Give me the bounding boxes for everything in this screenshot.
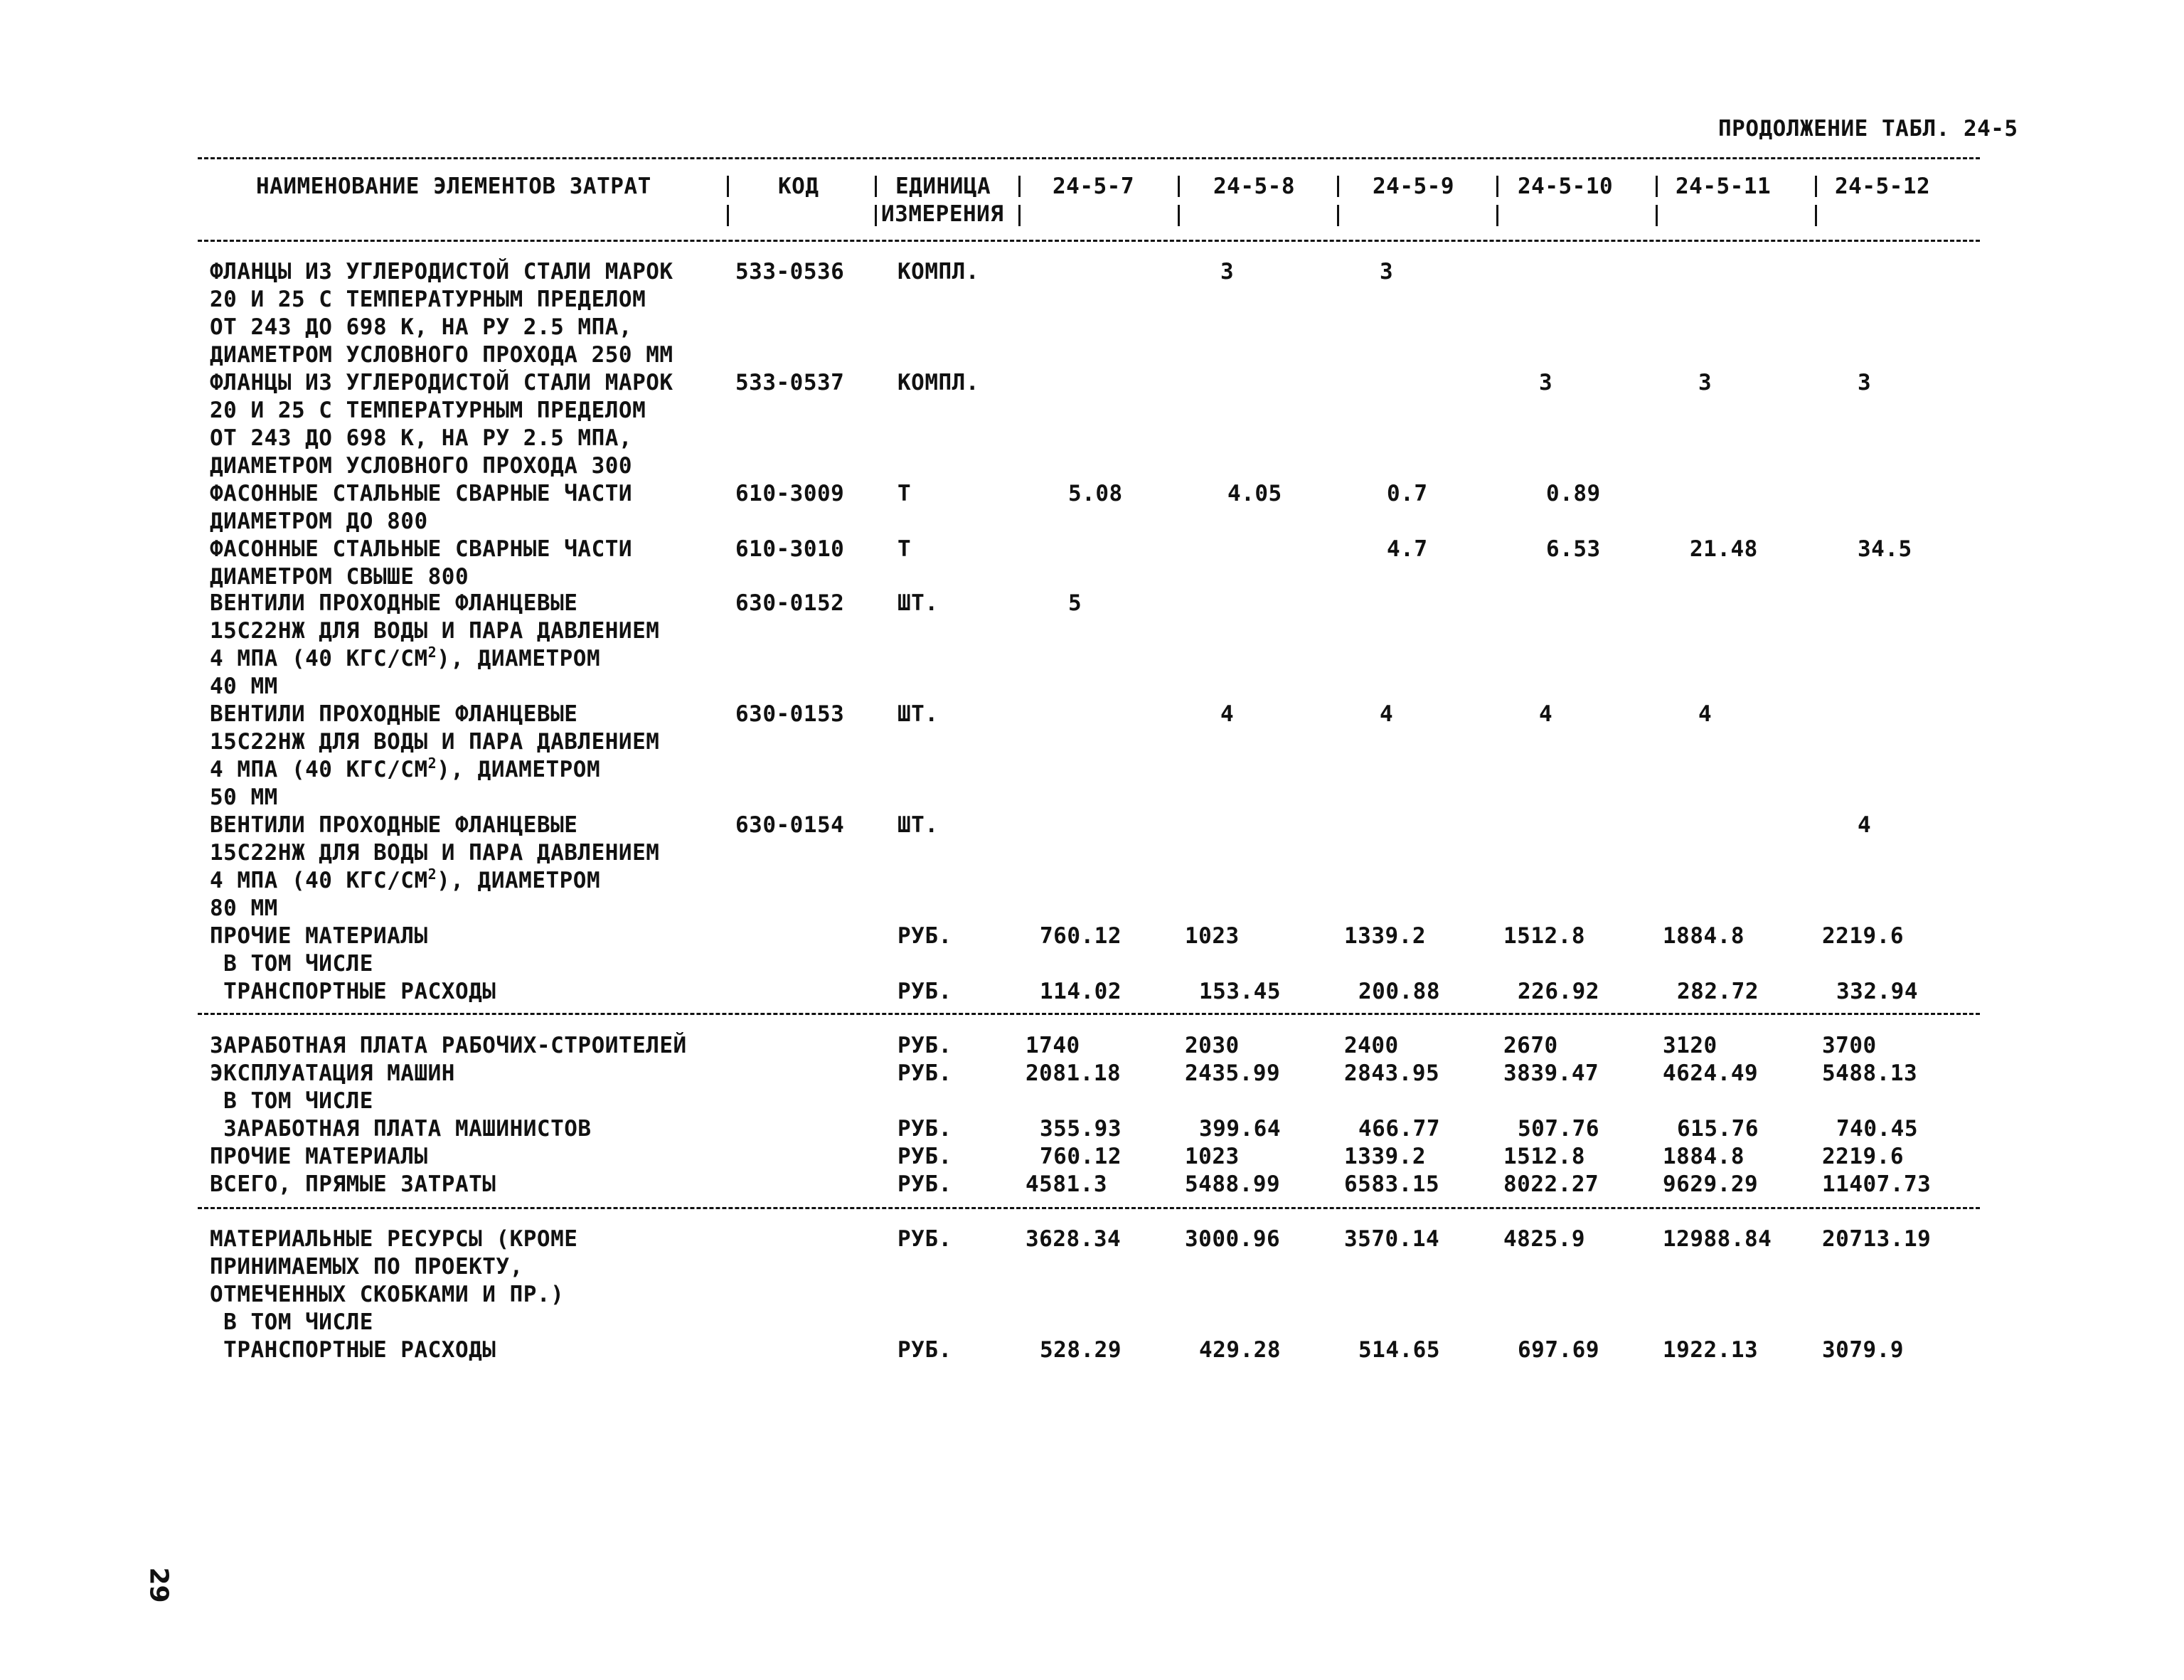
material-name-line: ФАСОННЫЕ СТАЛЬНЫЕ СВАРНЫЕ ЧАСТИ	[210, 481, 633, 506]
col-header-24-5-11: 24-5-11	[1676, 174, 1772, 199]
value-24-5-11: 4624.49	[1663, 1060, 1759, 1086]
material-code: 533-0536	[735, 259, 845, 285]
material-name-line: ВЕНТИЛИ ПРОХОДНЫЕ ФЛАНЦЕВЫЕ	[210, 590, 578, 616]
value-24-5-8: 399.64	[1199, 1116, 1281, 1142]
col-header-24-5-10: 24-5-10	[1518, 174, 1614, 199]
value-24-5-10: 507.76	[1518, 1116, 1599, 1142]
value-24-5-8: 2435.99	[1185, 1060, 1281, 1086]
header-separator	[1815, 205, 1817, 226]
value-24-5-7: 5	[1068, 590, 1082, 616]
value-24-5-9: 4.7	[1387, 536, 1428, 562]
material-unit: Т	[897, 536, 912, 562]
header-separator	[1178, 176, 1180, 197]
header-separator	[1337, 176, 1339, 197]
value-24-5-11: 21.48	[1690, 536, 1758, 562]
material-unit: ШТ.	[897, 590, 939, 616]
material-code: 630-0153	[735, 701, 845, 727]
summary-unit: РУБ.	[897, 1116, 952, 1142]
value-24-5-10: 3839.47	[1503, 1060, 1599, 1086]
section-rule	[198, 1207, 1980, 1209]
value-24-5-12: 4	[1858, 812, 1872, 838]
value-24-5-9: 4	[1380, 701, 1394, 727]
value-24-5-9: 2843.95	[1344, 1060, 1440, 1086]
value-24-5-8: 1023	[1185, 1144, 1240, 1169]
value-24-5-11: 3	[1698, 370, 1712, 395]
value-24-5-8: 4.05	[1227, 481, 1282, 506]
resources-name: ТРАНСПОРТНЫЕ РАСХОДЫ	[210, 1337, 496, 1363]
material-name-line: 15С22НЖ ДЛЯ ВОДЫ И ПАРА ДАВЛЕНИЕМ	[210, 840, 660, 866]
value-24-5-10: 3	[1539, 370, 1553, 395]
material-unit: КОМПЛ.	[897, 259, 979, 285]
material-name-line: ПРОЧИЕ МАТЕРИАЛЫ	[210, 923, 428, 949]
value-24-5-7: 4581.3	[1026, 1171, 1107, 1197]
value-24-5-10: 8022.27	[1503, 1171, 1599, 1197]
header-separator	[1496, 176, 1498, 197]
value-24-5-9: 3	[1380, 259, 1394, 285]
value-24-5-9: 466.77	[1358, 1116, 1440, 1142]
value-24-5-12: 3700	[1822, 1033, 1877, 1058]
value-24-5-10: 1512.8	[1503, 923, 1585, 949]
value-24-5-12: 2219.6	[1822, 1144, 1904, 1169]
material-name-line: 4 МПА (40 КГС/$СМ^2$), ДИАМЕТРОМ	[210, 644, 601, 671]
header-separator	[875, 205, 877, 226]
summary-name: ЭКСПЛУАТАЦИЯ МАШИН	[210, 1060, 455, 1086]
value-24-5-8: 429.28	[1199, 1337, 1281, 1363]
summary-name: ЗАРАБОТНАЯ ПЛАТА МАШИНИСТОВ	[210, 1116, 592, 1142]
material-name-line: 20 И 25 С ТЕМПЕРАТУРНЫМ ПРЕДЕЛОМ	[210, 398, 646, 423]
value-24-5-10: 4825.9	[1503, 1226, 1585, 1252]
material-name-line: 80 ММ	[210, 895, 278, 921]
material-name-line: 20 И 25 С ТЕМПЕРАТУРНЫМ ПРЕДЕЛОМ	[210, 287, 646, 312]
material-name-line: ФАСОННЫЕ СТАЛЬНЫЕ СВАРНЫЕ ЧАСТИ	[210, 536, 633, 562]
summary-name: В ТОМ ЧИСЛЕ	[210, 1088, 373, 1114]
header-separator	[1496, 205, 1498, 226]
value-24-5-11: 9629.29	[1663, 1171, 1759, 1197]
material-name-line: ДИАМЕТРОМ УСЛОВНОГО ПРОХОДА 250 ММ	[210, 342, 673, 368]
value-24-5-7: 528.29	[1040, 1337, 1122, 1363]
resources-unit: РУБ.	[897, 1337, 952, 1363]
material-name-line: 15С22НЖ ДЛЯ ВОДЫ И ПАРА ДАВЛЕНИЕМ	[210, 729, 660, 755]
value-24-5-7: 355.93	[1040, 1116, 1122, 1142]
material-name-line: 4 МПА (40 КГС/$СМ^2$), ДИАМЕТРОМ	[210, 755, 601, 782]
value-24-5-11: 1884.8	[1663, 1144, 1744, 1169]
summary-name: ЗАРАБОТНАЯ ПЛАТА РАБОЧИХ-СТРОИТЕЛЕЙ	[210, 1033, 687, 1058]
value-24-5-10: 1512.8	[1503, 1144, 1585, 1169]
value-24-5-8: 3	[1220, 259, 1235, 285]
material-unit: РУБ.	[897, 923, 952, 949]
resources-name: МАТЕРИАЛЬНЫЕ РЕСУРСЫ (КРОМЕ	[210, 1226, 578, 1252]
header-separator	[727, 176, 729, 197]
col-header-unit-line2: ИЗМЕРЕНИЯ	[881, 201, 1004, 227]
page-number: 29	[144, 1567, 174, 1603]
material-name-line: ВЕНТИЛИ ПРОХОДНЫЕ ФЛАНЦЕВЫЕ	[210, 812, 578, 838]
value-24-5-9: 200.88	[1358, 979, 1440, 1004]
material-code: 533-0537	[735, 370, 845, 395]
material-code: 610-3009	[735, 481, 845, 506]
value-24-5-12: 740.45	[1836, 1116, 1918, 1142]
value-24-5-12: 3079.9	[1822, 1337, 1904, 1363]
value-24-5-7: 114.02	[1040, 979, 1122, 1004]
material-unit: Т	[897, 481, 912, 506]
material-name-line: В ТОМ ЧИСЛЕ	[210, 951, 373, 977]
value-24-5-8: 1023	[1185, 923, 1240, 949]
resources-unit: РУБ.	[897, 1226, 952, 1252]
col-header-24-5-8: 24-5-8	[1213, 174, 1295, 199]
material-name-line: 4 МПА (40 КГС/$СМ^2$), ДИАМЕТРОМ	[210, 866, 601, 893]
header-separator	[1018, 205, 1021, 226]
material-name-line: 15С22НЖ ДЛЯ ВОДЫ И ПАРА ДАВЛЕНИЕМ	[210, 618, 660, 644]
material-name-line: ФЛАНЦЫ ИЗ УГЛЕРОДИСТОЙ СТАЛИ МАРОК	[210, 259, 673, 285]
value-24-5-8: 2030	[1185, 1033, 1240, 1058]
header-separator	[727, 205, 729, 226]
value-24-5-7: 5.08	[1068, 481, 1123, 506]
header-separator	[875, 176, 877, 197]
value-24-5-12: 2219.6	[1822, 923, 1904, 949]
material-unit: ШТ.	[897, 812, 939, 838]
value-24-5-10: 6.53	[1546, 536, 1601, 562]
value-24-5-11: 12988.84	[1663, 1226, 1772, 1252]
material-unit: РУБ.	[897, 979, 952, 1004]
value-24-5-7: 3628.34	[1026, 1226, 1122, 1252]
material-name-line: ДИАМЕТРОМ УСЛОВНОГО ПРОХОДА 300	[210, 453, 633, 479]
material-name-line: ТРАНСПОРТНЫЕ РАСХОДЫ	[210, 979, 496, 1004]
col-header-name: НАИМЕНОВАНИЕ ЭЛЕМЕНТОВ ЗАТРАТ	[256, 174, 651, 199]
value-24-5-9: 2400	[1344, 1033, 1399, 1058]
value-24-5-8: 153.45	[1199, 979, 1281, 1004]
summary-unit: РУБ.	[897, 1060, 952, 1086]
value-24-5-9: 1339.2	[1344, 923, 1426, 949]
material-name-line: ВЕНТИЛИ ПРОХОДНЫЕ ФЛАНЦЕВЫЕ	[210, 701, 578, 727]
value-24-5-12: 11407.73	[1822, 1171, 1932, 1197]
value-24-5-7: 1740	[1026, 1033, 1080, 1058]
material-unit: КОМПЛ.	[897, 370, 979, 395]
value-24-5-11: 1884.8	[1663, 923, 1744, 949]
value-24-5-9: 514.65	[1358, 1337, 1440, 1363]
header-separator	[1337, 205, 1339, 226]
value-24-5-9: 1339.2	[1344, 1144, 1426, 1169]
material-name-line: 40 ММ	[210, 674, 278, 699]
value-24-5-8: 3000.96	[1185, 1226, 1281, 1252]
value-24-5-12: 332.94	[1836, 979, 1918, 1004]
value-24-5-10: 4	[1539, 701, 1553, 727]
material-code: 630-0154	[735, 812, 845, 838]
value-24-5-12: 20713.19	[1822, 1226, 1932, 1252]
resources-name: В ТОМ ЧИСЛЕ	[210, 1309, 373, 1335]
summary-unit: РУБ.	[897, 1144, 952, 1169]
value-24-5-8: 4	[1220, 701, 1235, 727]
value-24-5-9: 3570.14	[1344, 1226, 1440, 1252]
material-name-line: ДИАМЕТРОМ ДО 800	[210, 509, 428, 534]
header-separator	[1018, 176, 1021, 197]
material-name-line: ОТ 243 ДО 698 К, НА РУ 2.5 МПА,	[210, 425, 633, 451]
value-24-5-8: 5488.99	[1185, 1171, 1281, 1197]
section-rule	[198, 1013, 1980, 1015]
material-code: 630-0152	[735, 590, 845, 616]
value-24-5-11: 282.72	[1677, 979, 1759, 1004]
value-24-5-11: 3120	[1663, 1033, 1717, 1058]
summary-name: ВСЕГО, ПРЯМЫЕ ЗАТРАТЫ	[210, 1171, 496, 1197]
header-separator	[1815, 176, 1817, 197]
value-24-5-10: 697.69	[1518, 1337, 1599, 1363]
summary-unit: РУБ.	[897, 1033, 952, 1058]
col-header-24-5-9: 24-5-9	[1373, 174, 1454, 199]
header-separator	[1656, 205, 1658, 226]
material-unit: ШТ.	[897, 701, 939, 727]
value-24-5-7: 2081.18	[1026, 1060, 1122, 1086]
value-24-5-12: 34.5	[1858, 536, 1912, 562]
value-24-5-7: 760.12	[1040, 923, 1122, 949]
value-24-5-9: 6583.15	[1344, 1171, 1440, 1197]
material-name-line: ДИАМЕТРОМ СВЫШЕ 800	[210, 564, 469, 590]
table-continuation-label: ПРОДОЛЖЕНИЕ ТАБЛ. 24-5	[1718, 116, 2018, 142]
value-24-5-12: 5488.13	[1822, 1060, 1918, 1086]
col-header-unit-line1: ЕДИНИЦА	[895, 174, 991, 199]
value-24-5-7: 760.12	[1040, 1144, 1122, 1169]
col-header-24-5-7: 24-5-7	[1053, 174, 1134, 199]
value-24-5-10: 2670	[1503, 1033, 1558, 1058]
summary-name: ПРОЧИЕ МАТЕРИАЛЫ	[210, 1144, 428, 1169]
header-separator	[1178, 205, 1180, 226]
resources-name: ПРИНИМАЕМЫХ ПО ПРОЕКТУ,	[210, 1254, 523, 1280]
value-24-5-11: 1922.13	[1663, 1337, 1759, 1363]
value-24-5-10: 0.89	[1546, 481, 1601, 506]
col-header-24-5-12: 24-5-12	[1835, 174, 1931, 199]
header-bottom-rule	[198, 240, 1980, 242]
value-24-5-9: 0.7	[1387, 481, 1428, 506]
value-24-5-12: 3	[1858, 370, 1872, 395]
material-name-line: ОТ 243 ДО 698 К, НА РУ 2.5 МПА,	[210, 314, 633, 340]
summary-unit: РУБ.	[897, 1171, 952, 1197]
resources-name: ОТМЕЧЕННЫХ СКОБКАМИ И ПР.)	[210, 1282, 565, 1307]
value-24-5-11: 4	[1698, 701, 1712, 727]
value-24-5-10: 226.92	[1518, 979, 1599, 1004]
header-top-rule	[198, 157, 1980, 159]
material-name-line: ФЛАНЦЫ ИЗ УГЛЕРОДИСТОЙ СТАЛИ МАРОК	[210, 370, 673, 395]
header-separator	[1656, 176, 1658, 197]
material-name-line: 50 ММ	[210, 785, 278, 810]
value-24-5-11: 615.76	[1677, 1116, 1759, 1142]
col-header-code: КОД	[778, 174, 819, 199]
material-code: 610-3010	[735, 536, 845, 562]
